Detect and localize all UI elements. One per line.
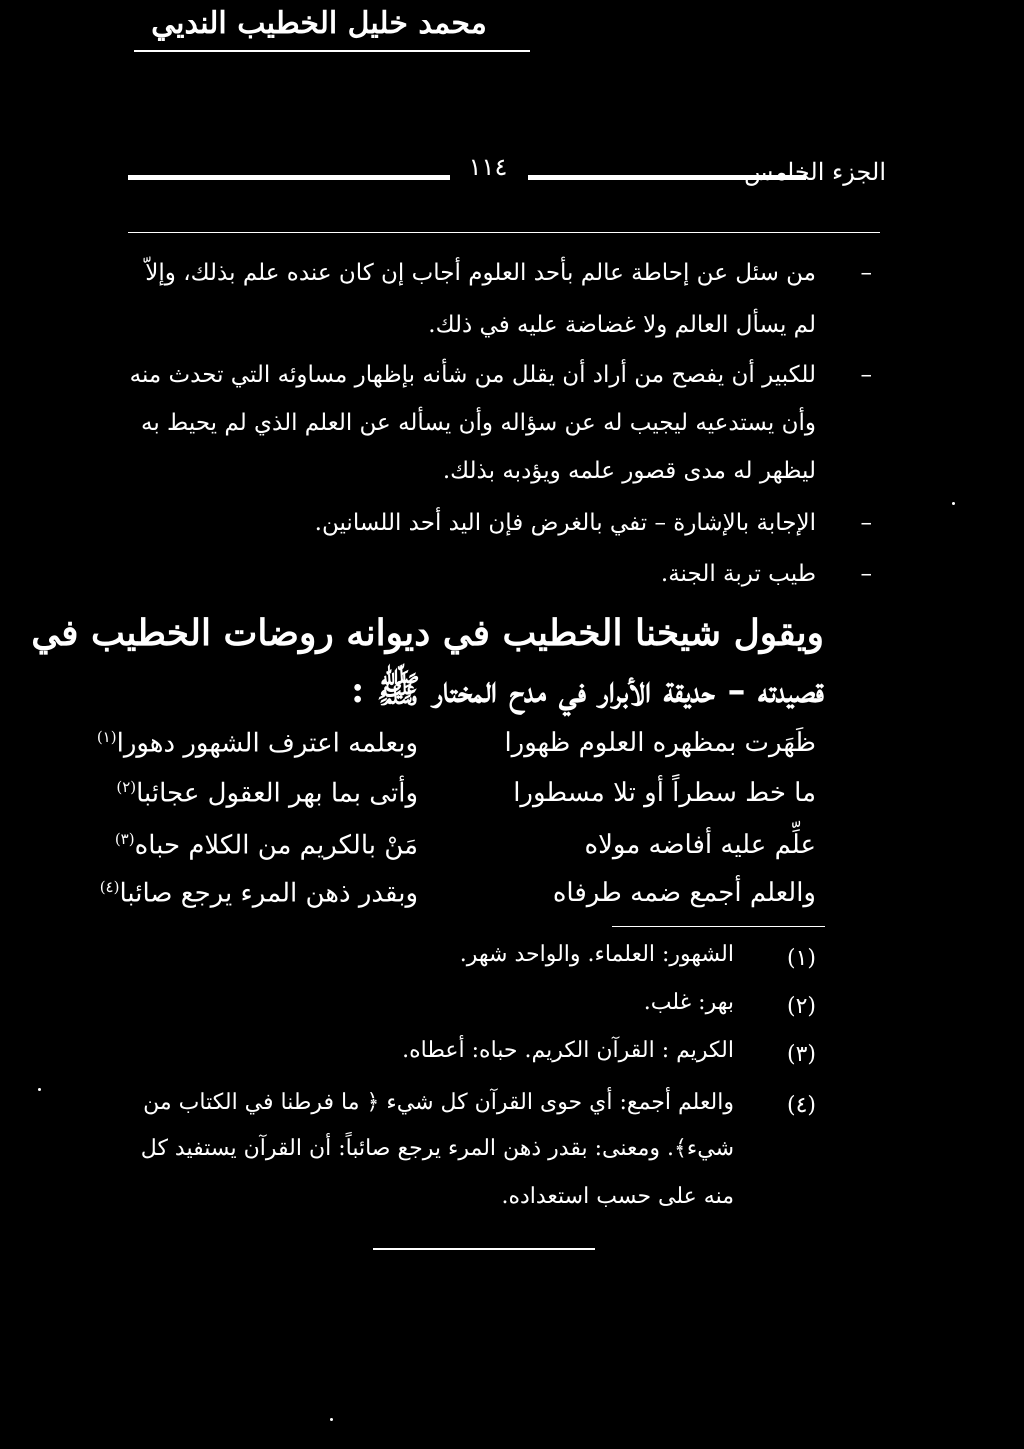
- bullet-line: الإجابة بالإشارة – تفي بالغرض فإن اليد أحد اللسانين.: [314, 510, 816, 536]
- verse-first-hemistich: ظَهَرت بمظهره العلوم ظهورا: [504, 728, 816, 758]
- verse-text: وأتى بما بهر العقول عجائبا: [136, 778, 418, 809]
- verse-second-hemistich: [100, 880, 418, 907]
- bullet-dash: –: [860, 260, 872, 286]
- verse-second-hemistich: [97, 730, 418, 757]
- bullet-line: وأن يستدعيه ليجيب له عن سؤاله وأن يسأله عن العلم الذي لم يحيط به: [141, 410, 816, 436]
- footnote-text: بهر: غلب.: [643, 990, 734, 1015]
- bullet-line: ليظهر له مدى قصور علمه ويؤدبه بذلك.: [442, 458, 816, 484]
- bullet-line: من سئل عن إحاطة عالم بأحد العلوم أجاب إن كان عنده علم بذلك، وإلاّ: [145, 260, 816, 286]
- verse-first-hemistich: ما خط سطراً أو تلا مسطورا: [513, 778, 816, 808]
- verse-second-hemistich: [115, 832, 418, 859]
- footnote-ref: (٣): [114, 830, 135, 848]
- footnote-text: شيء﴾. ومعنى: بقدر ذهن المرء يرجع صائباً: أن القرآن يستفيد كل: [140, 1136, 734, 1161]
- bullet-line: للكبير أن يفصح من أراد أن يقلل من شأنه بإظهار مساوئه التي تحدث منه: [129, 362, 816, 388]
- footnote-text: والعلم أجمع: أي حوى القرآن كل شيء ﴿ ما فرطنا في الكتاب من: [143, 1090, 734, 1115]
- footnote-ref: (١): [96, 728, 117, 746]
- footnote-number: (٢): [786, 994, 816, 1019]
- footnote-text: منه على حسب استعداده.: [501, 1184, 734, 1209]
- verse-text: وبقدر ذهن المرء يرجع صائبا: [119, 878, 418, 909]
- verse-second-hemistich: [116, 780, 418, 807]
- footnote-ref: (٢): [116, 778, 137, 796]
- section-heading: ويقول شيخنا الخطيب في ديوانه روضات الخطيب في: [31, 612, 824, 654]
- footnote-number: (٤): [786, 1093, 816, 1118]
- page-number: ١١٤: [468, 153, 508, 181]
- footnote-text: الكريم : القرآن الكريم. حباه: أعطاه.: [402, 1038, 734, 1063]
- bullet-line: لم يسأل العالم ولا غضاضة عليه في ذلك.: [428, 312, 816, 338]
- bullet-line: طيب تربة الجنة.: [660, 561, 816, 587]
- scan-speck: [330, 1418, 333, 1421]
- bullet-dash: –: [860, 362, 872, 388]
- header-separator: [128, 232, 880, 233]
- verse-text: مَنْ بالكريم من الكلام حباه: [134, 830, 418, 861]
- footnote-number: (١): [786, 946, 816, 971]
- verse-first-hemistich: والعلم أجمع ضمه طرفاه: [552, 878, 816, 908]
- footnote-ref: (٤): [99, 878, 120, 896]
- footnote-number: (٣): [786, 1042, 816, 1067]
- header-rule-left: [128, 175, 450, 180]
- scan-speck: [38, 1088, 41, 1091]
- bullet-dash: –: [860, 561, 872, 587]
- part-label: الجزء الخامس: [744, 158, 886, 186]
- footnote-text: الشهور: العلماء. والواحد شهر.: [459, 942, 734, 967]
- book-title: محمد خليل الخطيب النديي: [151, 6, 487, 41]
- verse-text: وبعلمه اعترف الشهور دهورا: [116, 728, 418, 759]
- page-end-rule: [373, 1248, 595, 1250]
- footnote-separator: [612, 926, 825, 927]
- title-underline: [134, 50, 530, 52]
- section-heading: قصيدته – حديقة الأبرار في مدح المختار ﷺ :: [350, 669, 824, 711]
- verse-first-hemistich: علِّم عليه أفاضه مولاه: [584, 830, 816, 860]
- scan-speck: [952, 502, 955, 505]
- bullet-dash: –: [860, 510, 872, 536]
